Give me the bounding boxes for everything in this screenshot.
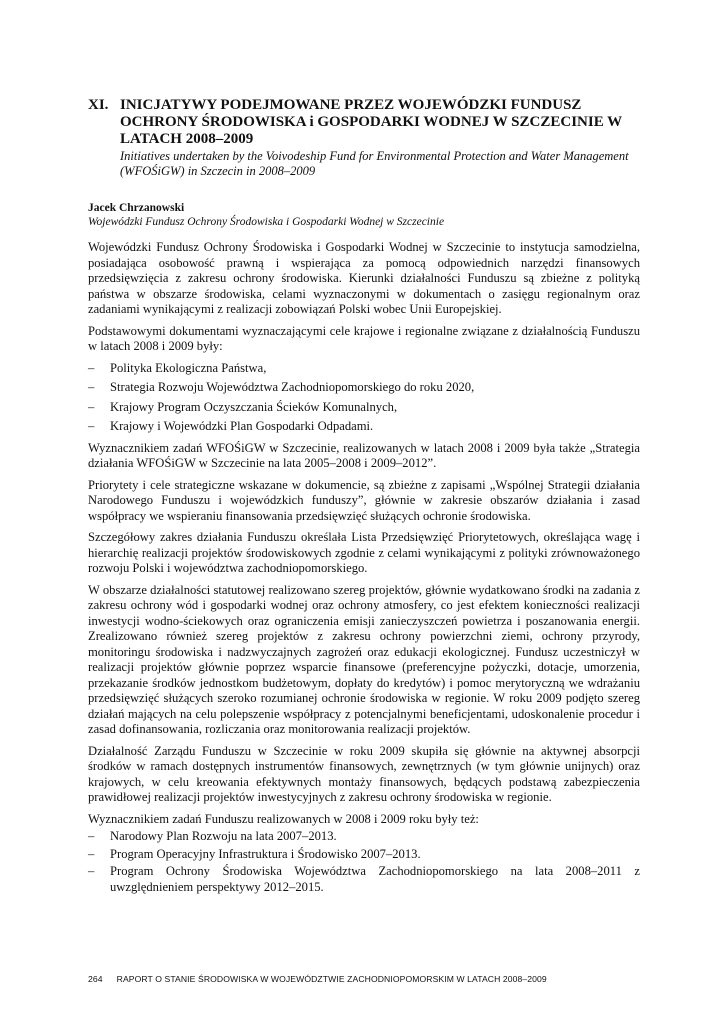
running-title: RAPORT O STANIE ŚRODOWISKA W WOJEWÓDZTWIE ZACHODNIOPOMORSKIM W LATACH 2008–2009 [116,974,547,984]
body-text [88,240,640,901]
chapter-number: XI. [88,97,109,113]
list-item: – Krajowy i Wojewódzki Plan Gospodarki Odpadami. [88,419,640,435]
paragraph: Wojewódzki Fundusz Ochrony Środowiska i Gospodarki Wodnej w Szczecinie to instytucja samodzielna, posiadająca osobowość prawną i wspierająca za pomocą odpowiednich narzędzi finansowych przedsięwzięcia z zakresu ochrony środowiska. Kierunki działalności Funduszu są zbieżne z polityką państwa w obszarze środowiska, celami wyznaczonymi w dokumentach o zasięgu regionalnym oraz zadaniami wynikającymi z realizacji zobowiązań Polski wobec Unii Europejskiej. [88,240,640,316]
list-item: – Polityka Ekologiczna Państwa, [88,361,640,377]
list-item: – Program Ochrony Środowiska Województwa Zachodniopomorskiego na lata 2008–2011 z uwzględnieniem perspektywy 2012–2015. [88,864,640,895]
paragraph: Podstawowymi dokumentami wyznaczającymi cele krajowe i regionalne związane z działalnością Funduszu w latach 2008 i 2009 były: [88,323,640,353]
author-affiliation: Wojewódzki Fundusz Ochrony Środowiska i Gospodarki Wodnej w Szczecinie [88,216,445,228]
chapter-title: INICJATYWY PODEJMOWANE PRZEZ WOJEWÓDZKI FUNDUSZ OCHRONY ŚRODOWISKA i GOSPODARKI WODNEJ W SZCZECINIE W LATACH 2008–2009 [120,97,622,147]
document-list [88,361,640,435]
page-footer [88,974,648,984]
author-name: Jacek Chrzanowski [88,202,185,214]
author-block [88,201,444,229]
list-item: – Program Operacyjny Infrastruktura i Środowisko 2007–2013. [88,847,640,863]
list-item: – Krajowy Program Oczyszczania Ścieków Komunalnych, [88,400,640,416]
paragraph: Szczegółowy zakres działania Funduszu określała Lista Przedsięwzięć Priorytetowych, określająca wagę i hierarchię realizacji projektów środowiskowych zgodnie z celami wynikającymi z polityki zrównoważonego rozwoju Polski i województwa zachodniopomorskiego. [88,530,640,575]
list-item: – Strategia Rozwoju Województwa Zachodniopomorskiego do roku 2020, [88,380,640,396]
list-item: – Narodowy Plan Rozwoju na lata 2007–2013. [88,829,640,845]
page-number: 264 [88,974,103,984]
chapter-subtitle: Initiatives undertaken by the Voivodeship Fund for Environmental Protection and Water Management (WFOŚiGW) in Szczecin in 2008–2009 [120,149,629,178]
chapter-heading [88,97,648,179]
paragraph: Wyznacznikiem zadań WFOŚiGW w Szczecinie, realizowanych w latach 2008 i 2009 była także „Strategia działania WFOŚiGW w Szczecinie na lata 2005–2008 i 2009–2012”. [88,440,640,470]
paragraph: Wyznacznikiem zadań Funduszu realizowanych w 2008 i 2009 roku były też: [88,811,479,826]
paragraph: Działalność Zarządu Funduszu w Szczecinie w roku 2009 skupiła się głównie na aktywnej absorpcji środków w ramach dostępnych instrumentów finansowych, zewnętrznych (w tym głównie unijnych) oraz krajowych, w celu kreowania efektywnych montaży finansowych, będących podstawą zabezpieczenia prawidłowej realizacji projektów inwestycyjnych z zakresu ochrony środowiska w regionie. [88,743,640,804]
program-list [88,829,640,895]
paragraph: W obszarze działalności statutowej realizowano szereg projektów, głównie wydatkowano środki na zadania z zakresu ochrony wód i gospodarki wodnej oraz ochrony atmosfery, co jest efektem konieczności realizacji inwestycji wodno-ściekowych oraz ograniczenia emisji zanieczyszczeń powietrza i poszanowania energii. Zrealizowano również szereg projektów z zakresu ochrony powierzchni ziemi, ochrony przyrody, monitoringu środowiska i nadzwyczajnych zagrożeń oraz edukacji ekologicznej. Fundusz uczestniczył w realizacji projektów głównie poprzez wsparcie finansowe (preferencyjne pożyczki, dotacje, umorzenia, przekazanie środków jednostkom budżetowym, dopłaty do kredytów) i pomoc merytoryczną we wdrażaniu przedsięwzięć służących szeroko rozumianej ochronie środowiska w regionie. W roku 2009 podjęto szereg działań mających na celu polepszenie współpracy z potencjalnymi beneficjentami, udoskonalenie procedur i zasad dofinansowania, rozliczania oraz monitorowania realizacji projektów. [88,582,640,736]
paragraph: Priorytety i cele strategiczne wskazane w dokumencie, są zbieżne z zapisami „Wspólnej Strategii działania Narodowego Funduszu i wojewódzkich funduszy”, głównie w zakresie obszarów działania i zasad współpracy we wspieraniu finansowania przedsięwzięć służących ochronie środowiska. [88,477,640,523]
